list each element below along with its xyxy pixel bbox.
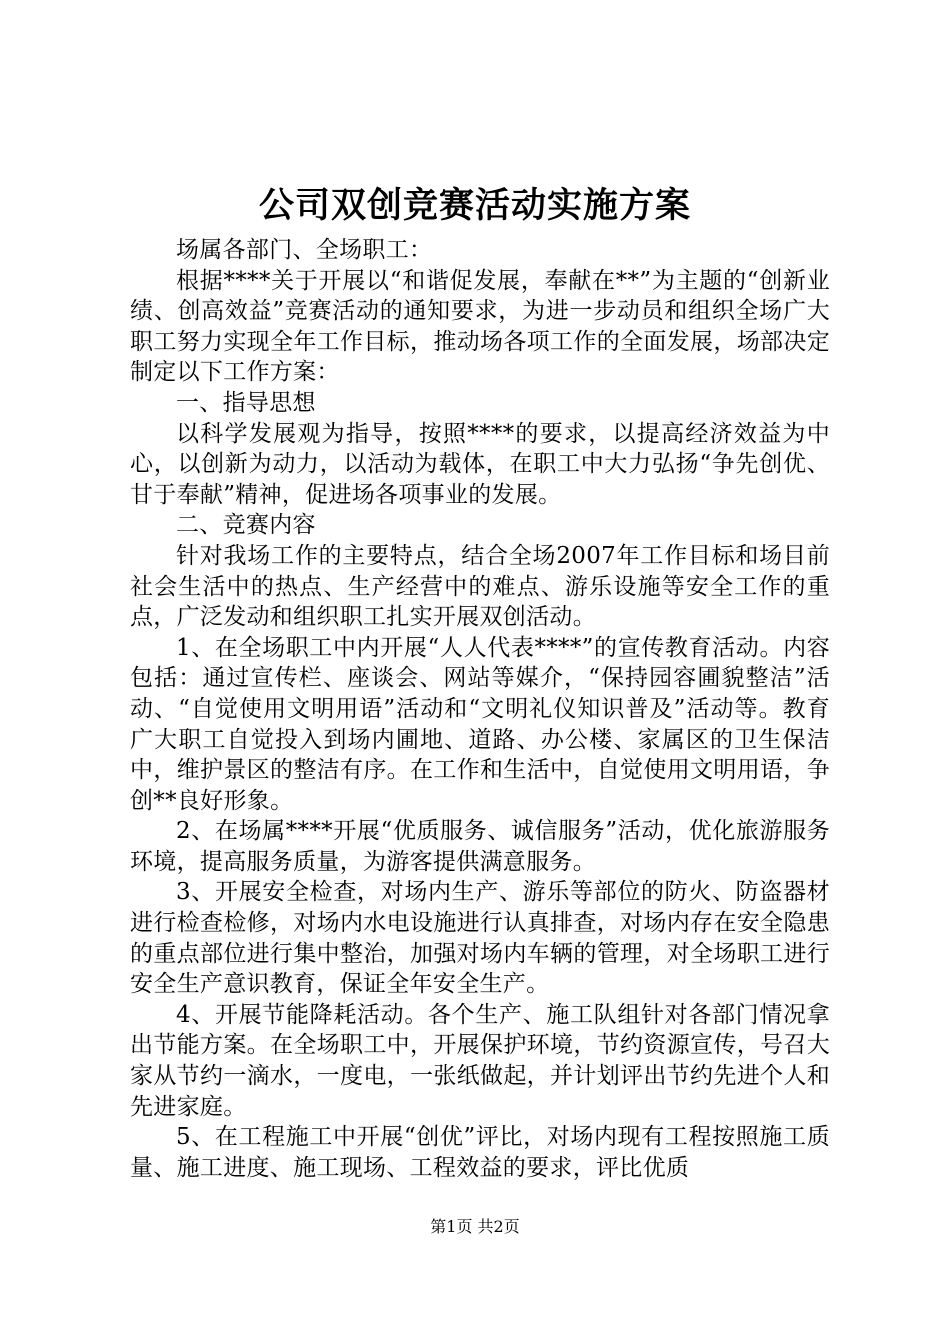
item-5-paragraph: 5、在工程施工中开展“创优”评比，对场内现有工程按照施工质量、施工进度、施工现场、工程效益的要求，评比优质 (130, 1124, 830, 1181)
item-2-paragraph: 2、在场属****开展“优质服务、诚信服务”活动，优化旅游服务环境，提高服务质量，为游客提供满意服务。 (130, 818, 830, 875)
page-number-footer: 第1页 共2页 (430, 1217, 520, 1236)
item-3-paragraph: 3、开展安全检查，对场内生产、游乐等部位的防火、防盗器材进行检查检修，对场内水电设施进行认真排查，对场内存在安全隐患的重点部位进行集中整治，加强对场内车辆的管理，对全场职工进行安全生产意识教育，保证全年安全生产。 (130, 879, 830, 998)
competition-intro-paragraph: 针对我场工作的主要特点，结合全场2007年工作目标和场目前社会生活中的热点、生产经营中的难点、游乐设施等安全工作的重点，广泛发动和组织职工扎实开展双创活动。 (130, 542, 830, 631)
item-1-paragraph: 1、在全场职工中内开展“人人代表****”的宣传教育活动。内容包括：通过宣传栏、座谈会、网站等媒介，“保持园容圃貌整洁”活动、“自觉使用文明用语”活动和“文明礼仪知识普及”活动等。教育广大职工自觉投入到场内圃地、道路、办公楼、家属区的卫生保洁中，维护景区的整洁有序。在工作和生活中，自觉使用文明用语，争创**良好形象。 (130, 634, 830, 814)
salutation: 场属各部门、全场职工： (176, 237, 433, 263)
section-heading-guiding-thought: 一、指导思想 (176, 389, 316, 416)
document-body (130, 235, 830, 1183)
section-heading-competition-content: 二、竞赛内容 (176, 512, 316, 539)
intro-paragraph: 根据****关于开展以“和谐促发展，奉献在**”为主题的“创新业绩、创高效益”竞赛活动的通知要求，为进一步动员和组织全场广大职工努力实现全年工作目标，推动场各项工作的全面发展，场部决定制定以下工作方案： (130, 267, 830, 386)
item-4-paragraph: 4、开展节能降耗活动。各个生产、施工队组针对各部门情况拿出节能方案。在全场职工中，开展保护环境，节约资源宣传，号召大家从节约一滴水，一度电，一张纸做起，并计划评出节约先进个人和先进家庭。 (130, 1001, 830, 1120)
guiding-thought-paragraph: 以科学发展观为指导，按照****的要求，以提高经济效益为中心，以创新为动力，以活动为载体，在职工中大力弘扬“争先创优、甘于奉献”精神，促进场各项事业的发展。 (130, 420, 830, 508)
document-title: 公司双创竞赛活动实施方案 (258, 185, 691, 226)
